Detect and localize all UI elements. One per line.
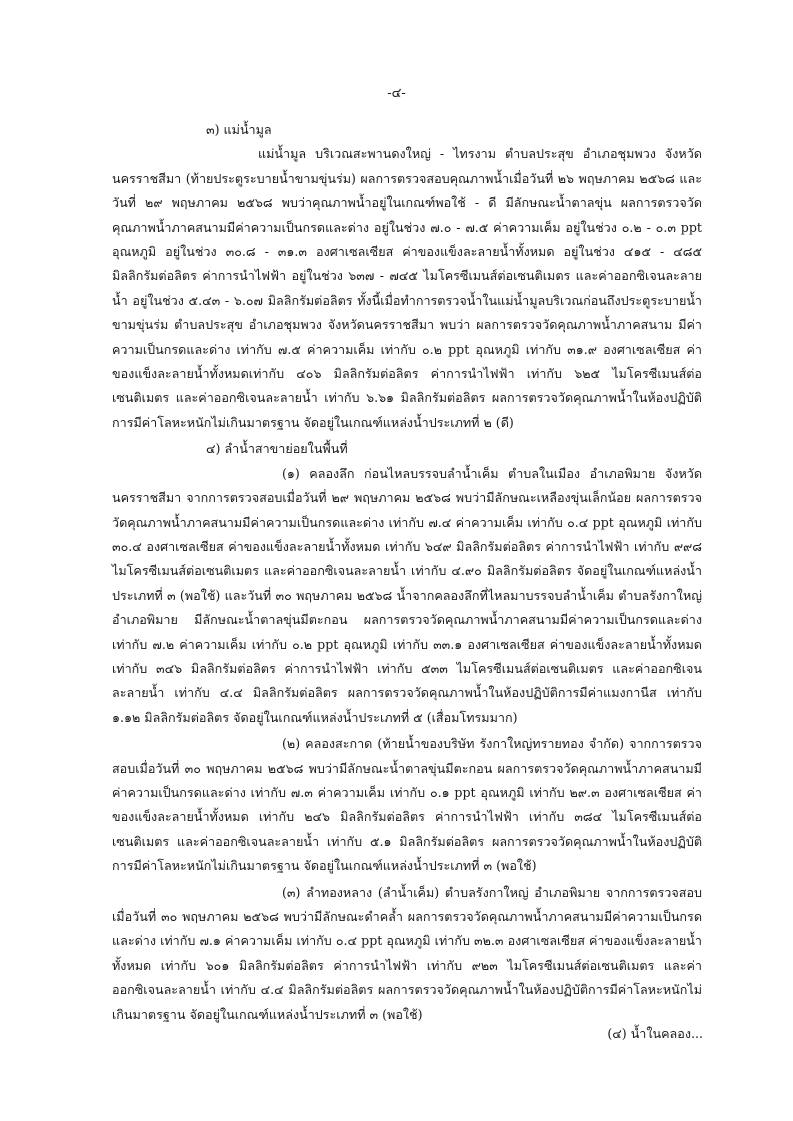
section-tributaries xyxy=(112,437,702,1027)
page-number: -๔- xyxy=(387,86,406,101)
paragraph-khlong-sakat: (๒) คลองสะกาด (ท้ายน้ำของบริษัท รังกาใหญ่ทรายทอง จำกัด) จากการตรวจสอบเมื่อวันที่ ๓๐ พฤษภาคม ๒๕๖๘ พบว่ามีลักษณะน้ำตาลขุ่นมีตะกอน ผลการตรวจวัดคุณภาพน้ำภาคสนามมีค่าความเป็นกรดและด่าง เท่ากับ ๗.๓ ค่าความเค็ม เท่ากับ ๐.๑ ppt อุณหภูมิ เท่ากับ ๒๙.๓ องศาเซลเซียส ค่าของแข็งละลายน้ำทั้งหมด เท่ากับ ๒๔๖ มิลลิกรัมต่อลิตร ค่าการนำไฟฟ้า เท่ากับ ๓๘๔ ไมโครซีเมนส์ต่อเซนติเมตร และค่าออกซิเจนละลายน้ำ เท่ากับ ๕.๑ มิลลิกรัมต่อลิตร ผลการตรวจวัดคุณภาพน้ำในห้องปฏิบัติการมีค่าโลหะหนักไม่เกินมาตรฐาน จัดอยู่ในเกณฑ์แหล่งน้ำประเภทที่ ๓ (พอใช้) xyxy=(112,736,702,874)
paragraph-khlong-luek: (๑) คลองลึก ก่อนไหลบรรจบลำน้ำเค็ม ตำบลในเมือง อำเภอพิมาย จังหวัดนครราชสีมา จากการตรวจสอบเมื่อวันที่ ๒๙ พฤษภาคม ๒๕๖๘ พบว่ามีลักษณะเหลืองขุ่นเล็กน้อย ผลการตรวจวัดคุณภาพน้ำภาคสนามมีค่าความเป็นกรดและด่าง เท่ากับ ๗.๔ ค่าความเค็ม เท่ากับ ๐.๔ ppt อุณหภูมิ เท่ากับ ๓๐.๔ องศาเซลเซียส ค่าของแข็งละลายน้ำทั้งหมด เท่ากับ ๖๔๙ มิลลิกรัมต่อลิตร ค่าการนำไฟฟ้า เท่ากับ ๙๙๘ ไมโครซีเมนส์ต่อเซนติเมตร และค่าออกซิเจนละลายน้ำ เท่ากับ ๔.๙๐ มิลลิกรัมต่อลิตร จัดอยู่ในเกณฑ์แหล่งน้ำประเภทที่ ๓ (พอใช้) และวันที่ ๓๐ พฤษภาคม ๒๕๖๘ น้ำจากคลองลึกที่ไหลมาบรรจบลำน้ำเค็ม ตำบลรังกาใหญ่ อำเภอพิมาย มีลักษณะน้ำตาลขุ่นมีตะกอน ผลการตรวจวัดคุณภาพน้ำภาคสนามมีค่าความเป็นกรดและด่าง เท่ากับ ๗.๒ ค่าความเค็ม เท่ากับ ๐.๒ ppt อุณหภูมิ เท่ากับ ๓๓.๑ องศาเซลเซียส ค่าของแข็งละลายน้ำทั้งหมด เท่ากับ ๓๔๖ มิลลิกรัมต่อลิตร ค่าการนำไฟฟ้า เท่ากับ ๕๓๓ ไมโครซีเมนส์ต่อเซนติเมตร และค่าออกซิเจนละลายน้ำ เท่ากับ ๔.๔ มิลลิกรัมต่อลิตร ผลการตรวจวัดคุณภาพน้ำในห้องปฏิบัติการมีค่าแมงกานีส เท่ากับ ๑.๑๒ มิลลิกรัมต่อลิตร จัดอยู่ในเกณฑ์แหล่งน้ำประเภทที่ ๕ (เสื่อมโทรมมาก) xyxy=(112,465,702,725)
paragraph-mun-river: แม่น้ำมูล บริเวณสะพานดงใหญ่ - ไทรงาม ตำบลประสุข อำเภอชุมพวง จังหวัดนครราชสีมา (ท้ายประตูระบายน้ำขามขุ่นร่ม) ผลการตรวจสอบคุณภาพน้ำเมื่อวันที่ ๒๖ พฤษภาคม ๒๕๖๘ และวันที่ ๒๙ พฤษภาคม ๒๕๖๘ พบว่าคุณภาพน้ำอยู่ในเกณฑ์พอใช้ - ดี มีลักษณะน้ำตาลขุ่น ผลการตรวจวัดคุณภาพน้ำภาคสนามมีค่าความเป็นกรดและด่าง อยู่ในช่วง ๗.๐ - ๗.๕ ค่าความเค็ม อยู่ในช่วง ๐.๒ - ๐.๓ ppt อุณหภูมิ อยู่ในช่วง ๓๐.๘ - ๓๑.๓ องศาเซลเซียส ค่าของแข็งละลายน้ำทั้งหมด อยู่ในช่วง ๔๑๕ - ๔๘๕ มิลลิกรัมต่อลิตร ค่าการนำไฟฟ้า อยู่ในช่วง ๖๓๗ - ๗๔๕ ไมโครซีเมนส์ต่อเซนติเมตร และค่าออกซิเจนละลายน้ำ อยู่ในช่วง ๕.๔๓ - ๖.๐๗ มิลลิกรัมต่อลิตร ทั้งนี้เมื่อทำการตรวจน้ำในแม่น้ำมูลบริเวณก่อนถึงประตูระบายน้ำขามขุ่นร่ม ตำบลประสุข อำเภอชุมพวง จังหวัดนครราชสีมา พบว่า ผลการตรวจวัดคุณภาพน้ำภาคสนาม มีค่าความเป็นกรดและด่าง เท่ากับ ๗.๕ ค่าความเค็ม เท่ากับ ๐.๒ ppt อุณหภูมิ เท่ากับ ๓๑.๙ องศาเซลเซียส ค่าของแข็งละลายน้ำทั้งหมดเท่ากับ ๔๐๖ มิลลิกรัมต่อลิตร ค่าการนำไฟฟ้า เท่ากับ ๖๒๕ ไมโครซีเมนส์ต่อเซนติเมตร และค่าออกซิเจนละลายน้ำ เท่ากับ ๖.๖๑ มิลลิกรัมต่อลิตร ผลการตรวจวัดคุณภาพน้ำในห้องปฏิบัติการมีค่าโลหะหนักไม่เกินมาตรฐาน จัดอยู่ในเกณฑ์แหล่งน้ำประเภทที่ ๒ (ดี) xyxy=(112,146,702,430)
document-body xyxy=(112,118,702,1029)
section-heading-mun-river: ๓) แม่น้ำมูล xyxy=(206,122,272,137)
paragraph-lam-thonglang: (๓) ลำทองหลาง (ลำน้ำเค็ม) ตำบลรังกาใหญ่ อำเภอพิมาย จากการตรวจสอบเมื่อวันที่ ๓๐ พฤษภาคม ๒๕๖๘ พบว่ามีลักษณะดำคล้ำ ผลการตรวจวัดคุณภาพน้ำภาคสนามมีค่าความเป็นกรดและด่าง เท่ากับ ๗.๑ ค่าความเค็ม เท่ากับ ๐.๔ ppt อุณหภูมิ เท่ากับ ๓๒.๓ องศาเซลเซียส ค่าของแข็งละลายน้ำทั้งหมด เท่ากับ ๖๐๑ มิลลิกรัมต่อลิตร ค่าการนำไฟฟ้า เท่ากับ ๙๒๓ ไมโครซีเมนส์ต่อเซนติเมตร และค่าออกซิเจนละลายน้ำ เท่ากับ ๔.๔ มิลลิกรัมต่อลิตร ผลการตรวจวัดคุณภาพน้ำในห้องปฏิบัติการมีค่าโลหะหนักไม่เกินมาตรฐาน จัดอยู่ในเกณฑ์แหล่งน้ำประเภทที่ ๓ (พอใช้) xyxy=(112,884,702,1022)
section-mun-river xyxy=(112,118,702,435)
continuation-note: (๔) น้ำในคลอง... xyxy=(607,1026,703,1041)
section-heading-tributaries: ๔) ลำน้ำสาขาย่อยในพื้นที่ xyxy=(206,441,348,457)
